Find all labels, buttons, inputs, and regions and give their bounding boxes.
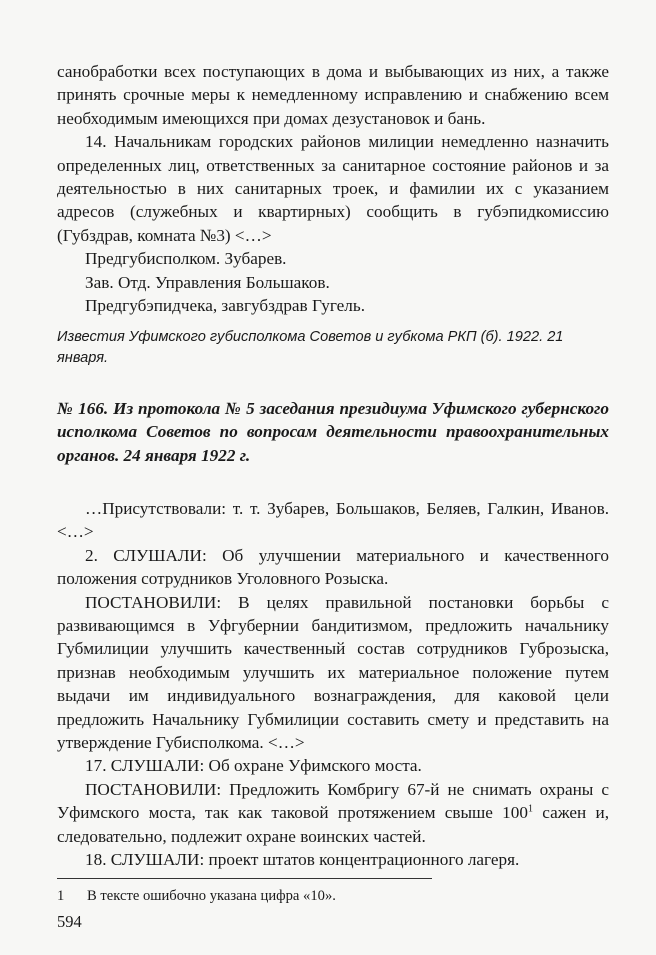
bottom-text-block <box>57 497 609 872</box>
item-17-resolved-text-a: ПОСТАНОВИЛИ: Предложить Комбригу 67-й не снимать охраны с Уфимского моста, так как таковой протяжением свыше 100 <box>57 779 609 823</box>
item-17-resolved <box>57 778 609 848</box>
signature-line-1: Предгубисполком. Зубарев. <box>85 249 287 269</box>
footnote-divider <box>57 878 432 879</box>
paragraph-item-14: 14. Начальникам городских районов милиции немедленно назначить определенных лиц, ответственных за санитарное состояние районов и за деятельностью в них санитарных троек, и фамилии их с указанием адресов (служебных и квартирных) сообщить в губэпидкомиссию (Губздрав, комната №3) <…> <box>57 132 609 245</box>
item-2-resolved: ПОСТАНОВИЛИ: В целях правильной постановки борьбы с развивающимся в Уфгубернии бандитизмом, предложить начальнику Губмилиции улучшить качественный состав сотрудников Губрозыска, признав необходимым улучшить их материальное положение путем выдачи им индивидуального вознаграждения, для каковой цели предложить Начальнику Губмилиции составить смету и представить на утверждение Губисполкома. <…> <box>57 592 609 753</box>
footnote-text: В тексте ошибочно указана цифра «10». <box>87 888 336 904</box>
signature-line-2: Зав. Отд. Управления Большаков. <box>85 272 330 292</box>
footnote-reference: 1 <box>527 803 533 815</box>
item-18-heard: 18. СЛУШАЛИ: проект штатов концентрационного лагеря. <box>85 850 520 870</box>
signature-line-3: Предгубэпидчека, завгубздрав Гугель. <box>85 296 366 316</box>
footnote <box>57 887 609 905</box>
item-2-heard: 2. СЛУШАЛИ: Об улучшении материального и качественного положения сотрудников Уголовного Розыска. <box>57 545 609 589</box>
footnote-number: 1 <box>57 888 65 904</box>
item-17-heard: 17. СЛУШАЛИ: Об охране Уфимского моста. <box>85 756 422 776</box>
item-17-resolved-text-b: сажен и, следовательно, подлежит охране воинских частей. <box>57 803 609 846</box>
paragraph-continuation: санобработки всех поступающих в дома и выбывающих из них, а также принять срочные меры к немедленному исправлению и снабжению всем необходимым имеющихся при домах дезустановок и бань. <box>57 62 609 128</box>
page-number: 594 <box>57 912 82 931</box>
attendees-paragraph: …Присутствовали: т. т. Зубарев, Большаков, Беляев, Галкин, Иванов. <…> <box>57 499 609 542</box>
top-text-block <box>57 60 609 317</box>
source-citation: Известия Уфимского губисполкома Советов и губкома РКП (б). 1922. 21 января. <box>57 329 564 366</box>
document-title: № 166. Из протокола № 5 заседания президиума Уфимского губернского исполкома Советов по вопросам деятельности правоохранительных органов. 24 января 1922 г. <box>57 399 609 465</box>
